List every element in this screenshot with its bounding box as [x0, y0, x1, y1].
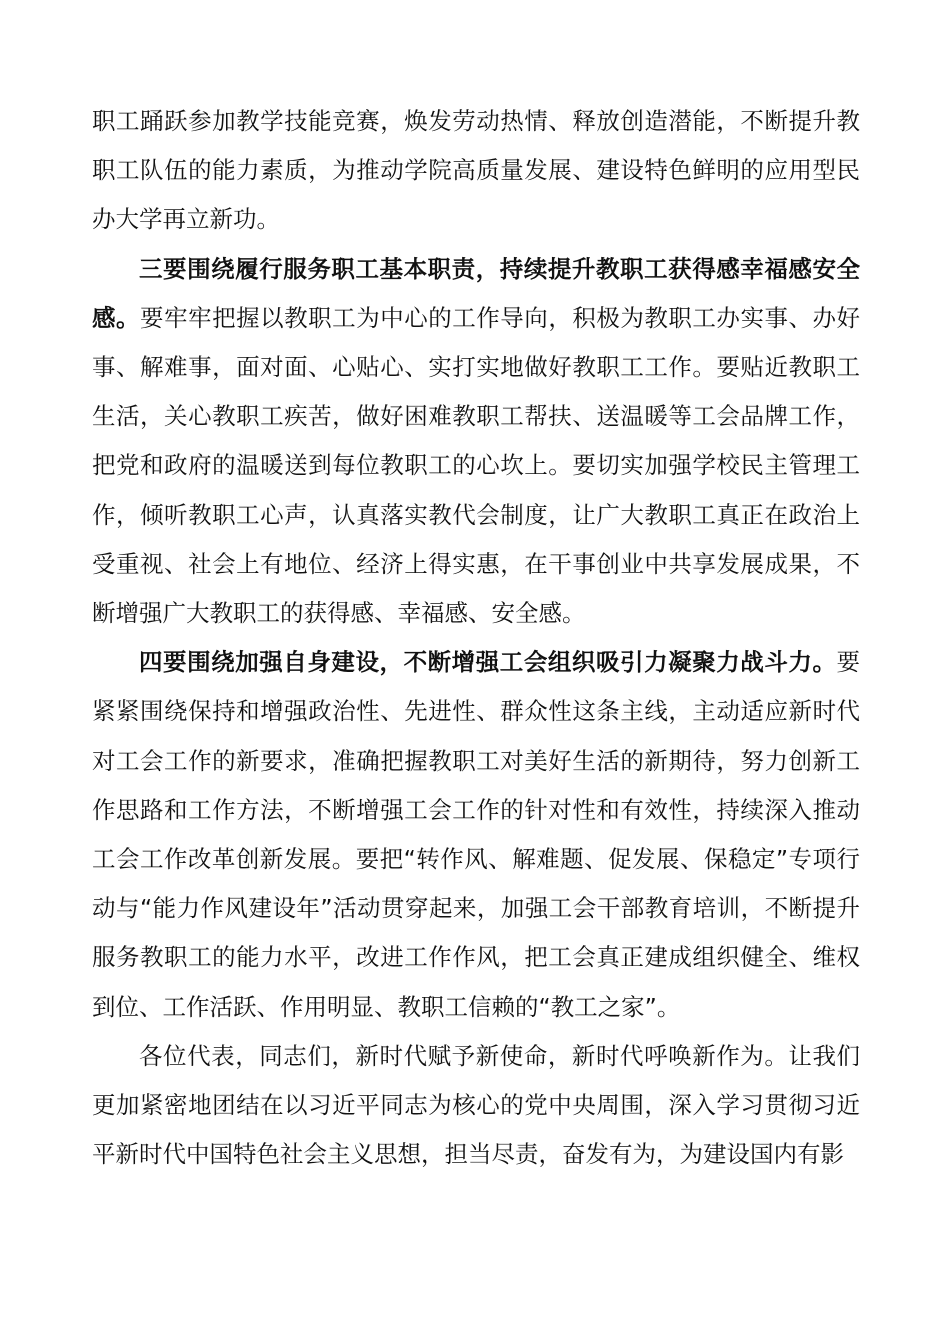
paragraph-point-three: [92, 245, 860, 639]
paragraph-text: 各位代表，同志们，新时代赋予新使命，新时代呼唤新作为。让我们更加紧密地团结在以习近平同志为核心的党中央周围，深入学习贯彻习近平新时代中国特色社会主义思想，担当尽责，奋发有为，为建设国内有影: [92, 1041, 860, 1169]
paragraph-point-four: [92, 638, 860, 1032]
paragraph-text: 要紧紧围绕保持和增强政治性、先进性、群众性这条主线，主动适应新时代对工会工作的新要求，准确把握教职工对美好生活的新期待，努力创新工作思路和工作方法，不断增强工会工作的针对性和有效性，持续深入推动工会工作改革创新发展。要把“转作风、解难题、促发展、保稳定”专项行动与“能力作风建设年”活动贯穿起来，加强工会干部教育培训，不断提升服务教职工的能力水平，改进工作作风，把工会真正建成组织健全、维权到位、工作活跃、作用明显、教职工信赖的“教工之家”。: [92, 648, 860, 1021]
paragraph-heading: 三要围绕履行服务职工基本职责，持续提升教职工获得感幸福感安全感。: [92, 254, 860, 332]
paragraph-closing: [92, 1032, 860, 1180]
paragraph-heading: 四要围绕加强自身建设，不断增强工会组织吸引力凝聚力战斗力。: [139, 648, 837, 677]
document-body: [92, 97, 860, 1179]
paragraph-text: 职工踊跃参加教学技能竞赛，焕发劳动热情、释放创造潜能，不断提升教职工队伍的能力素质，为推动学院高质量发展、建设特色鲜明的应用型民办大学再立新功。: [92, 107, 860, 234]
paragraph-text: 要牢牢把握以教职工为中心的工作导向，积极为教职工办实事、办好事、解难事，面对面、心贴心、实打实地做好教职工工作。要贴近教职工生活，关心教职工疾苦，做好困难教职工帮扶、送温暖等工会品牌工作，把党和政府的温暖送到每位教职工的心坎上。要切实加强学校民主管理工作，倾听教职工心声，认真落实教代会制度，让广大教职工真正在政治上受重视、社会上有地位、经济上得实惠，在干事创业中共享发展成果，不断增强广大教职工的获得感、幸福感、安全感。: [92, 303, 861, 628]
paragraph-continuation: [92, 97, 860, 245]
